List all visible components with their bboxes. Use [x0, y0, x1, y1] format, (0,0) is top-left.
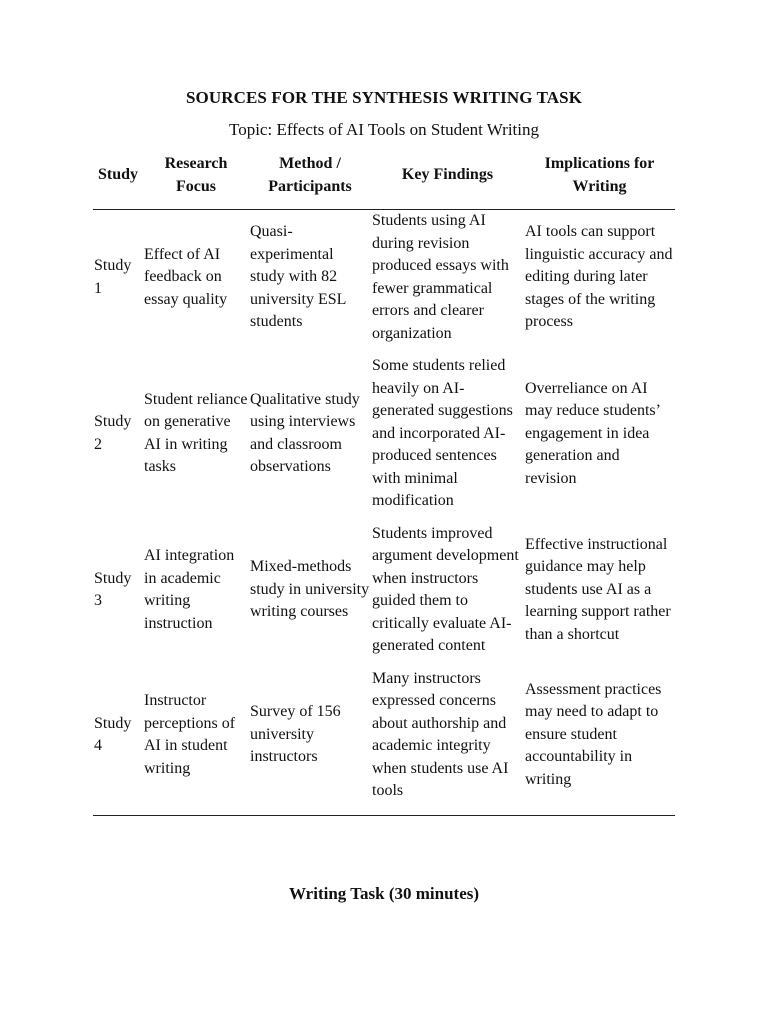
- cell-key-findings: Students improved argument development when instructors guided them to critically evaluate AI-generated content: [372, 524, 519, 654]
- cell-research-focus: AI integration in academic writing instruction: [144, 547, 235, 632]
- cell-method: Qualitative study using interviews and classroom observations: [250, 390, 360, 476]
- cell-implications: Overreliance on AI may reduce students’ engagement in idea generation and revision: [525, 379, 660, 487]
- cell-research-focus: Student reliance on generative AI in writing tasks: [144, 390, 248, 476]
- cell-study: Study 4: [93, 668, 143, 816]
- document-topic: Topic: Effects of AI Tools on Student Writing: [229, 120, 539, 139]
- cell-key-findings: Students using AI during revision produced essays with fewer grammatical errors and clearer organization: [372, 212, 509, 342]
- table-row: [93, 523, 675, 668]
- table-row: [93, 668, 675, 816]
- table-header-row: [93, 150, 675, 210]
- cell-method: Quasi-experimental study with 82 university ESL students: [250, 223, 346, 331]
- cell-method: Mixed-methods study in university writing courses: [250, 558, 370, 621]
- cell-method: Survey of 156 university instructors: [249, 668, 371, 816]
- header-study: Study: [93, 150, 143, 210]
- cell-key-findings: Many instructors expressed concerns about authorship and academic integrity when students use AI tools: [371, 668, 524, 816]
- table-row: [93, 210, 675, 356]
- cell-study: Study 3: [94, 569, 132, 609]
- cell-study: Study 1: [94, 257, 132, 297]
- header-implications: Implications for Writing: [524, 150, 675, 210]
- cell-key-findings: Some students relied heavily on AI-generated suggestions and incorporated AI-produced sentences with minimal modification: [372, 357, 513, 509]
- cell-implications: Effective instructional guidance may help students use AI as a learning support rather than a shortcut: [525, 535, 671, 643]
- table-row: [93, 355, 675, 523]
- sources-table: [93, 150, 675, 816]
- cell-research-focus: Effect of AI feedback on essay quality: [144, 245, 228, 308]
- header-research-focus: Research Focus: [143, 150, 249, 210]
- cell-implications: Assessment practices may need to adapt to ensure student accountability in writing: [524, 668, 675, 816]
- header-key-findings: Key Findings: [371, 150, 524, 210]
- cell-study: Study 2: [94, 413, 132, 453]
- document-title: SOURCES FOR THE SYNTHESIS WRITING TASK: [185, 88, 583, 107]
- header-method-participants: Method / Participants: [249, 150, 371, 210]
- cell-research-focus: Instructor perceptions of AI in student writing: [143, 668, 249, 816]
- cell-implications: AI tools can support linguistic accuracy and editing during later stages of the writing process: [525, 223, 673, 331]
- writing-task-heading: Writing Task (30 minutes): [288, 884, 480, 903]
